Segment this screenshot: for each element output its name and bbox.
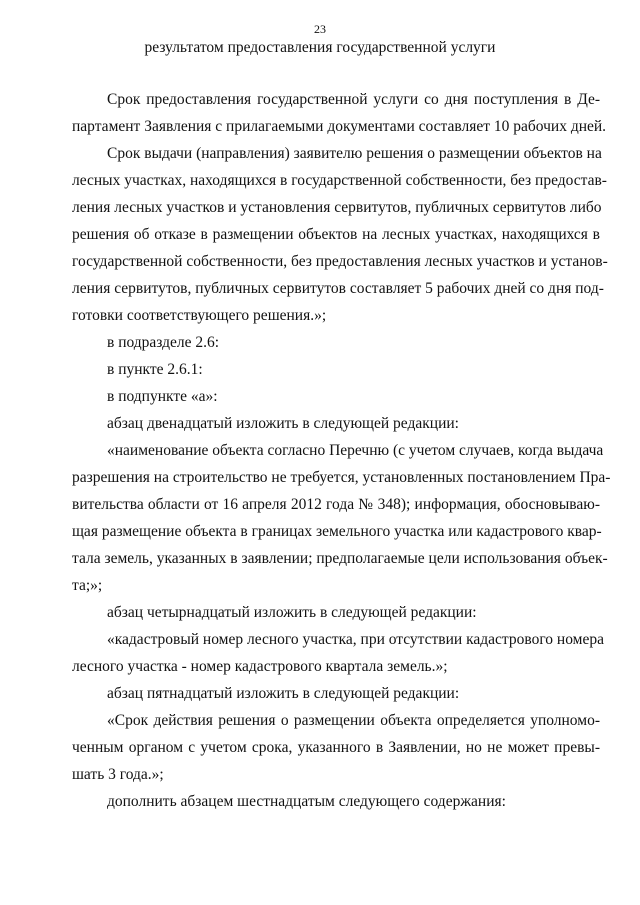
instruction-item: в пункте 2.6.1: — [107, 361, 203, 378]
text-line: партамент Заявления с прилагаемыми документами составляет 10 рабочих дней. — [72, 118, 607, 135]
page-number: 23 — [314, 22, 326, 36]
instruction-paragraph-15: абзац пятнадцатый изложить в следующей редакции: — [107, 685, 460, 702]
text-line: тала земель, указанных в заявлении; предполагаемые цели использования объек- — [72, 550, 608, 567]
paragraph-issue-term — [72, 140, 608, 329]
instruction-subitem: в подпункте «а»: — [107, 388, 218, 405]
document-body — [72, 86, 611, 815]
paragraph-service-term — [72, 86, 607, 140]
text-line: ления лесных участков и установления сервитутов, публичных сервитутов либо — [72, 199, 602, 216]
instruction-subsection: в подразделе 2.6: — [107, 334, 220, 351]
text-line: та;»; — [72, 577, 103, 594]
text-line: разрешения на строительство не требуется, установленных постановлением Пра- — [72, 469, 611, 486]
instruction-paragraph-12: абзац двенадцатый изложить в следующей редакции: — [107, 415, 459, 432]
instruction-paragraph-16: дополнить абзацем шестнадцатым следующего содержания: — [107, 793, 506, 810]
text-line: вительства области от 16 апреля 2012 года № 348); информация, обосновываю- — [72, 496, 600, 513]
text-line: государственной собственности, без предоставления лесных участков и установ- — [72, 253, 608, 270]
text-line: шать 3 года.»; — [72, 766, 164, 783]
text-line: Срок выдачи (направления) заявителю решения о размещении объектов на — [107, 145, 602, 162]
text-line: «кадастровый номер лесного участка, при отсутствии кадастрового номера — [107, 631, 604, 648]
text-line: лесных участках, находящихся в государственной собственности, без предостав- — [72, 172, 607, 189]
paragraph-quote-object-name — [72, 437, 611, 599]
text-line: «Срок действия решения о размещении объекта определяется уполномо- — [107, 712, 600, 729]
paragraph-quote-cadastral — [72, 626, 604, 680]
text-line: ченным органом с учетом срока, указанного в Заявлении, но не может превы- — [72, 739, 600, 756]
instruction-paragraph-14: абзац четырнадцатый изложить в следующей редакции: — [107, 604, 477, 621]
text-line: решения об отказе в размещении объектов на лесных участках, находящихся в — [72, 226, 600, 243]
text-line: ления сервитутов, публичных сервитутов составляет 5 рабочих дней со дня под- — [72, 280, 604, 297]
text-line: «наименование объекта согласно Перечню (с учетом случаев, когда выдача — [107, 442, 604, 459]
paragraph-quote-validity — [72, 707, 600, 788]
text-line: Срок предоставления государственной услуги со дня поступления в Де- — [107, 91, 600, 108]
text-line: лесного участка - номер кадастрового квартала земель.»; — [72, 658, 448, 675]
text-line: готовки соответствующего решения.»; — [72, 307, 327, 324]
text-line: щая размещение объекта в границах земельного участка или кадастрового квар- — [72, 523, 602, 540]
continued-heading: результатом предоставления государственной услуги — [144, 39, 496, 56]
